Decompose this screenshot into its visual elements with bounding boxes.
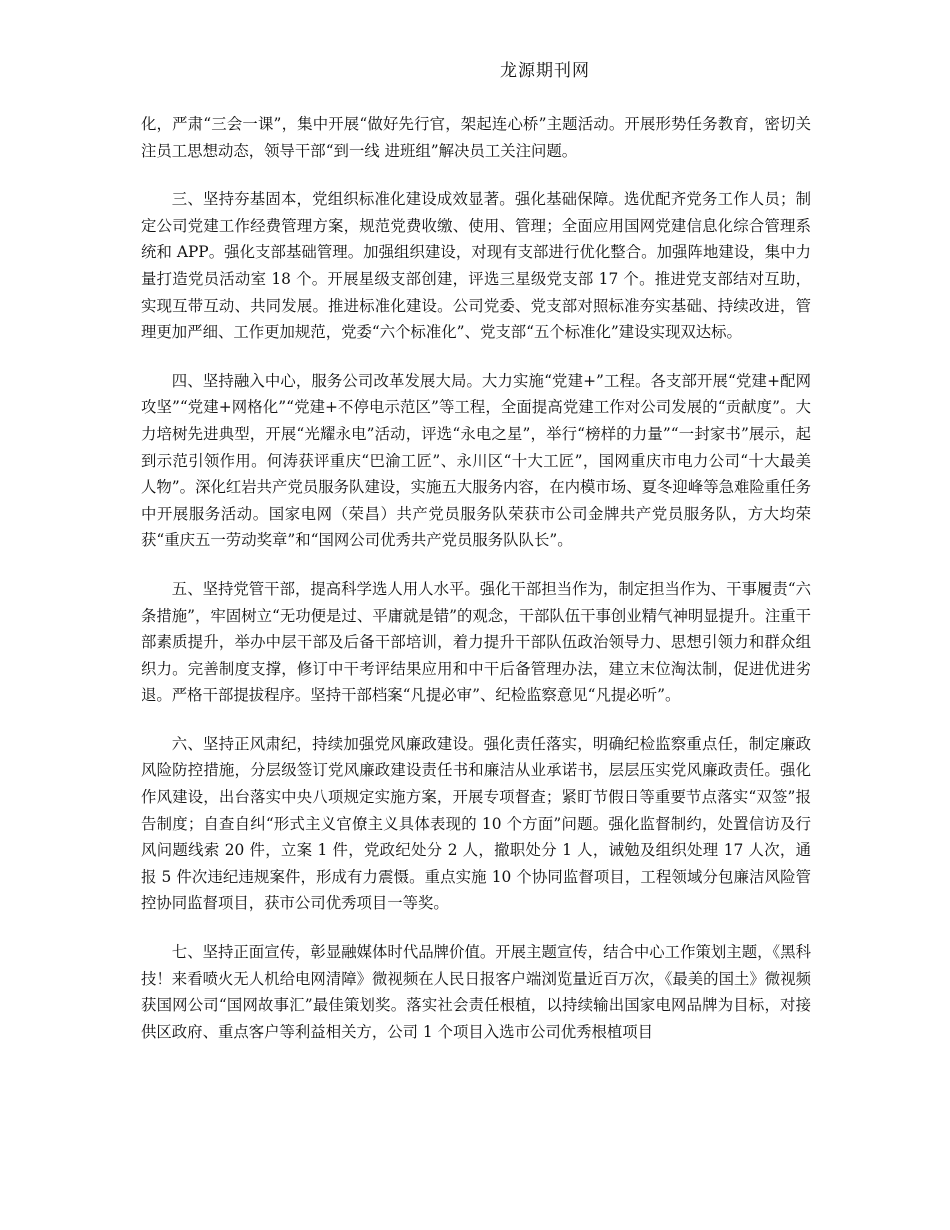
site-name: 龙源期刊网 xyxy=(500,61,590,81)
site-header xyxy=(0,56,950,81)
paragraph-continuation: 化，严肃“三会一课”，集中开展“做好先行官，架起连心桥”主题活动。开展形势任务教育，密切关注员工思想动态，领导干部“到一线 进班组”解决员工关注问题。 xyxy=(141,115,811,160)
paragraph-section-7: 七、坚持正面宣传，彰显融媒体时代品牌价值。开展主题宣传，结合中心工作策划主题，《黑科技！来看喷火无人机给电网清障》微视频在人民日报客户端浏览量近百万次，《最美的国土》微视频获国网公司“国网故事汇”最佳策划奖。落实社会责任根植，以持续输出国家电网品牌为目标，对接供区政府、重点客户等利益相关方，公司 1 个项目入选市公司优秀根植项目 xyxy=(141,943,811,1041)
paragraph-section-5: 五、坚持党管干部，提高科学选人用人水平。强化干部担当作为，制定担当作为、干事履责“六条措施”，牢固树立“无功便是过、平庸就是错”的观念，干部队伍干事创业精气神明显提升。注重干部素质提升，举办中层干部及后备干部培训，着力提升干部队伍政治领导力、思想引领力和群众组织力。完善制度支撑，修订中干考评结果应用和中干后备管理办法，建立末位淘汰制，促进优进劣退。严格干部提拔程序。坚持干部档案“凡提必审”、纪检监察意见“凡提必听”。 xyxy=(141,579,812,705)
paragraph-section-6: 六、坚持正风肃纪，持续加强党风廉政建设。强化责任落实，明确纪检监察重点任，制定廉政风险防控措施，分层级签订党风廉政建设责任书和廉洁从业承诺书，层层压实党风廉政责任。强化作风建设，出台落实中央八项规定实施方案，开展专项督查；紧盯节假日等重要节点落实“双签”报告制度；自查自纠“形式主义官僚主义具体表现的 10 个方面”问题。强化监督制约，处置信访及行风问题线索 20 件，立案 1 件，党政纪处分 2 人，撤职处分 1 人，诫勉及组织处理 17 人次，通报 5 件次违纪违规案件，形成有力震慑。重点实施 10 个协同监督项目，工程领域分包廉洁风险管控协同监督项目，获市公司优秀项目一等奖。 xyxy=(141,734,811,913)
paragraph-section-3: 三、坚持夯基固本，党组织标准化建设成效显著。强化基础保障。选优配齐党务工作人员；制定公司党建工作经费管理方案，规范党费收缴、使用、管理；全面应用国网党建信息化综合管理系统和 APP。强化支部基础管理。加强组织建设，对现有支部进行优化整合。加强阵地建设，集中力量打造党员活动室 18 个。开展星级支部创建，评选三星级党支部 17 个。推进党支部结对互助，实现互带互动、共同发展。推进标准化建设。公司党委、党支部对照标准夯实基础、持续改进，管理更加严细、工作更加规范，党委“六个标准化”、党支部“五个标准化”建设实现双达标。 xyxy=(141,190,811,342)
paragraph-section-4: 四、坚持融入中心，服务公司改革发展大局。大力实施“党建+”工程。各支部开展“党建+配网攻坚”“党建+网格化”“党建+不停电示范区”等工程，全面提高党建工作对公司发展的“贡献度”。大力培树先进典型，开展“光耀永电”活动，评选“永电之星”，举行“榜样的力量”“一封家书”展示，起到示范引领作用。何涛获评重庆“巴渝工匠”、永川区“十大工匠”，国网重庆市电力公司“十大最美人物”。深化红岩共产党员服务队建设，实施五大服务内容，在内模市场、夏冬迎峰等急难险重任务中开展服务活动。国家电网（荣昌）共产党员服务队荣获市公司金牌共产党员服务队，方大均荣获“重庆五一劳动奖章”和“国网公司优秀共产党员服务队队长”。 xyxy=(141,371,811,550)
article-body xyxy=(141,111,811,1045)
